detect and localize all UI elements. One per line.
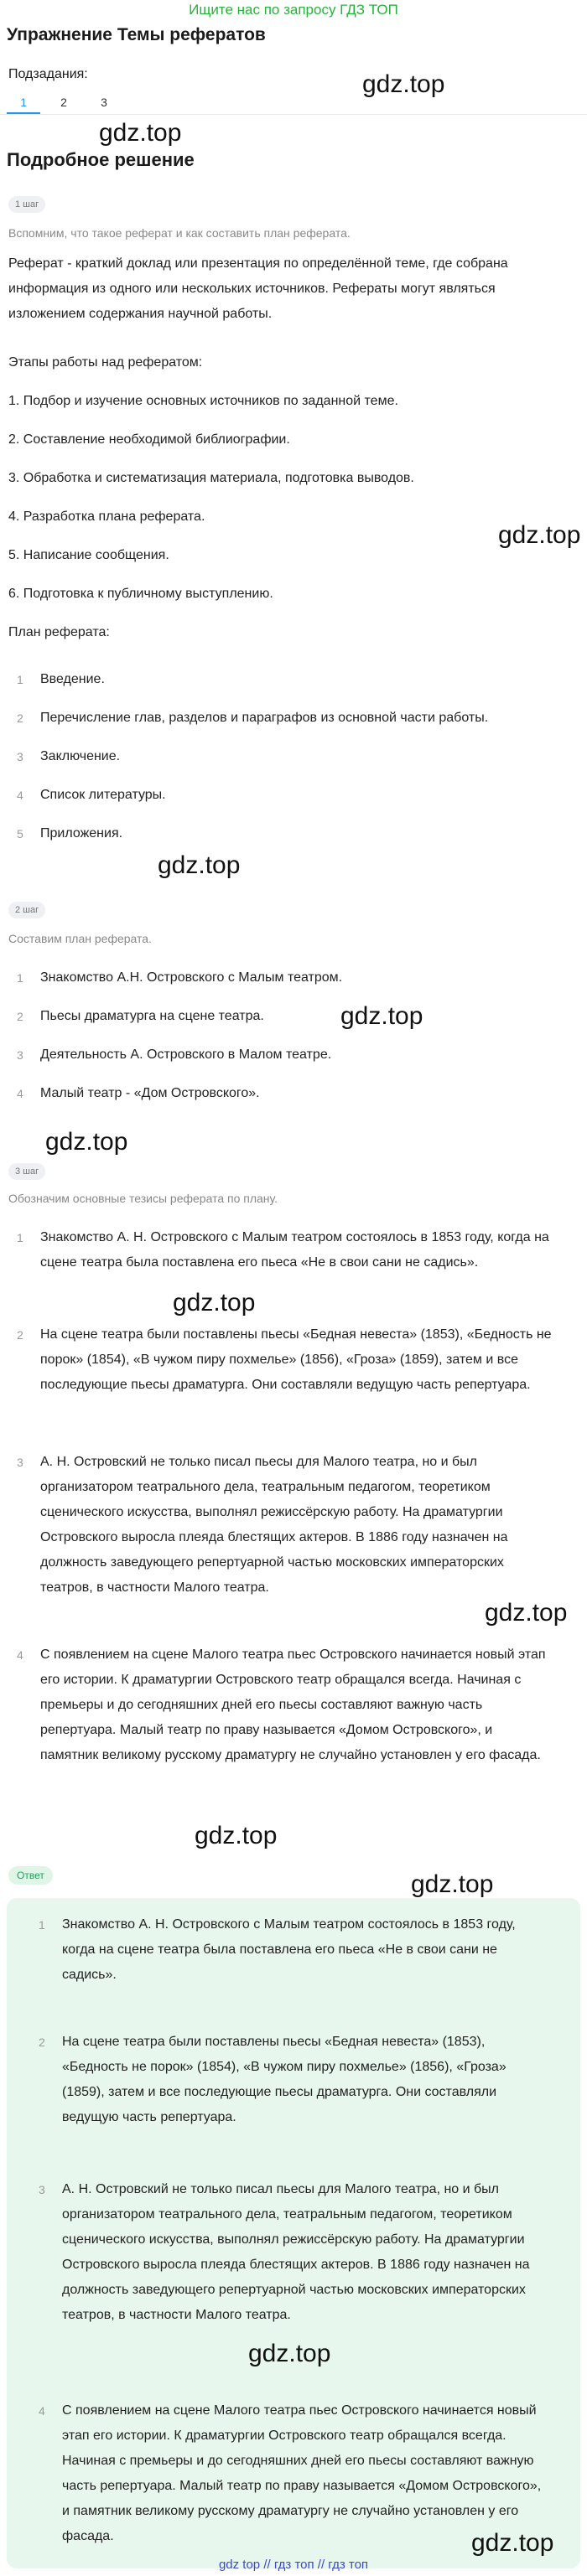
footer-links [0,2558,587,2572]
watermark: gdz.top [99,119,182,147]
list-text: Список литературы. [40,788,166,802]
solution-title: Подробное решение [7,149,195,170]
list-text: С появлением на сцене Малого театра пьес Островского начинается новый этап его истории. К драматургии Островского театр обращался всегда. Начиная с премьеры и до сегодняшних дней его пьесы составляют важную часть репертуара. Малый театр по праву называется «Домом Островского», и памятник великому русскому драматургу не случайно установлен у его фасада. [62,2403,542,2543]
watermark: gdz.top [340,1002,423,1030]
step-badge: 2 шаг [8,902,45,918]
footer-separator: // [263,2558,271,2572]
footer-separator: // [317,2558,325,2572]
stage-item: 6. Подготовка к публичному выступлению. [8,587,273,601]
list-number: 1 [39,1918,45,1932]
list-number: 3 [39,2183,45,2196]
subtask-tab-3[interactable]: 3 [101,96,107,109]
list-text: Знакомство А.Н. Островского с Малым театром. [40,970,343,985]
watermark: gdz.top [471,2529,554,2557]
list-number: 4 [39,2404,45,2418]
list-number: 1 [17,971,23,985]
list-text: Введение. [40,672,105,686]
list-number: 4 [17,789,23,802]
list-text: Пьесы драматурга на сцене театра. [40,1009,264,1023]
list-text: А. Н. Островский не только писал пьесы для Малого театра, но и был организатором театрального дела, театральным педагогом, теоретиком сценического искусства, выполнял режиссёрскую работу. На драматургии Островского выросла плеяда блестящих актеров. В 1886 году назначен на должность заведующего репертуарной частью московских императорских театров, в частности Малого театра. [62,2182,530,2322]
step-badge: 1 шаг [8,196,45,213]
footer-link[interactable]: гдз топ [328,2558,369,2572]
stage-item: 2. Составление необходимой библиографии. [8,432,290,447]
subtasks-divider [0,114,587,115]
list-number: 3 [17,1048,23,1062]
stage-item: 5. Написание сообщения. [8,548,169,562]
list-number: 2 [17,1010,23,1023]
list-number: 4 [17,1648,23,1662]
list-number: 5 [17,827,23,841]
list-number: 2 [39,2035,45,2049]
list-text: Приложения. [40,826,123,841]
watermark: gdz.top [158,851,241,879]
list-text: Деятельность А. Островского в Малом театре. [40,1047,332,1062]
list-text: Перечисление глав, разделов и параграфов из основной части работы. [40,711,489,725]
watermark: gdz.top [498,521,581,549]
definition-text: Реферат - краткий доклад или презентация по определённой теме, где собрана информация из одного или нескольких источников. Рефераты могут являться изложением содержания научной работы. [8,256,508,321]
list-text: С появлением на сцене Малого театра пьес Островского начинается новый этап его истории. К драматургии Островского театр обращался всегда. Начиная с премьеры и до сегодняшних дней его пьесы составляют важную часть репертуара. Малый театр по праву называется «Домом Островского», и памятник великому русскому драматургу не случайно установлен у его фасада. [40,1648,546,1762]
footer-link[interactable]: гдз топ [273,2558,314,2572]
list-text: А. Н. Островский не только писал пьесы для Малого театра, но и был организатором театрального дела, театральным педагогом, теоретиком сценического искусства, выполнял режиссёрскую работу. На драматургии Островского выросла плеяда блестящих актеров. В 1886 году назначен на должность заведующего репертуарной частью московских императорских театров, в частности Малого театра. [40,1455,508,1595]
list-text: Малый театр - «Дом Островского». [40,1086,260,1100]
stage-item: 3. Обработка и систематизация материала, подготовка выводов. [8,471,414,485]
watermark: gdz.top [45,1128,128,1156]
step-intro: Обозначим основные тезисы реферата по плану. [8,1192,278,1205]
list-number: 4 [17,1087,23,1100]
subtasks-label: Подзадания: [8,67,88,81]
list-number: 2 [17,1328,23,1342]
page-title: Упражнение Темы рефератов [7,25,266,44]
list-text: Заключение. [40,749,121,763]
list-text: Знакомство А. Н. Островского с Малым театром состоялось в 1853 году, когда на сцене театра была поставлена его пьеса «Не в свои сани не садись». [62,1917,516,1982]
list-number: 3 [17,1456,23,1469]
stages-title: Этапы работы над рефератом: [8,355,203,370]
subtasks-tabs [0,91,587,116]
stage-item: 4. Разработка плана реферата. [8,510,205,524]
list-number: 1 [17,673,23,686]
list-number: 3 [17,750,23,763]
list-text: На сцене театра были поставлены пьесы «Бедная невеста» (1853), «Бедность не порок» (1854), «В чужом пиру похмелье» (1856), «Гроза» (1859), затем и все последующие пьесы драматурга. Они составляли ведущую часть репертуара. [40,1327,552,1392]
search-banner[interactable]: Ищите нас по запросу ГДЗ ТОП [189,2,398,18]
step-intro: Вспомним, что такое реферат и как составить план реферата. [8,226,351,240]
answer-badge: Ответ [8,1866,53,1885]
step-intro: Составим план реферата. [8,932,152,945]
watermark: gdz.top [195,1822,278,1849]
watermark: gdz.top [173,1289,256,1316]
subtask-tab-2[interactable]: 2 [60,96,67,109]
footer-link[interactable]: gdz top [218,2558,261,2572]
subtask-tab-1[interactable]: 1 [7,91,40,114]
list-number: 1 [17,1231,23,1244]
plan-title: План реферата: [8,625,110,639]
list-text: Знакомство А. Н. Островского с Малым театром состоялось в 1853 году, когда на сцене театра была поставлена его пьеса «Не в свои сани не садись». [40,1230,549,1270]
watermark: gdz.top [411,1870,494,1898]
list-text: На сцене театра были поставлены пьесы «Бедная невеста» (1853), «Бедность не порок» (1854), «В чужом пиру похмелье» (1856), «Гроза» (1859), затем и все последующие пьесы драматурга. Они составляли ведущую часть репертуара. [62,2035,506,2124]
list-number: 2 [17,711,23,725]
watermark: gdz.top [362,70,445,98]
step-badge: 3 шаг [8,1163,45,1180]
watermark: gdz.top [248,2340,331,2367]
stage-item: 1. Подбор и изучение основных источников по заданной теме. [8,394,398,408]
watermark: gdz.top [485,1599,568,1627]
